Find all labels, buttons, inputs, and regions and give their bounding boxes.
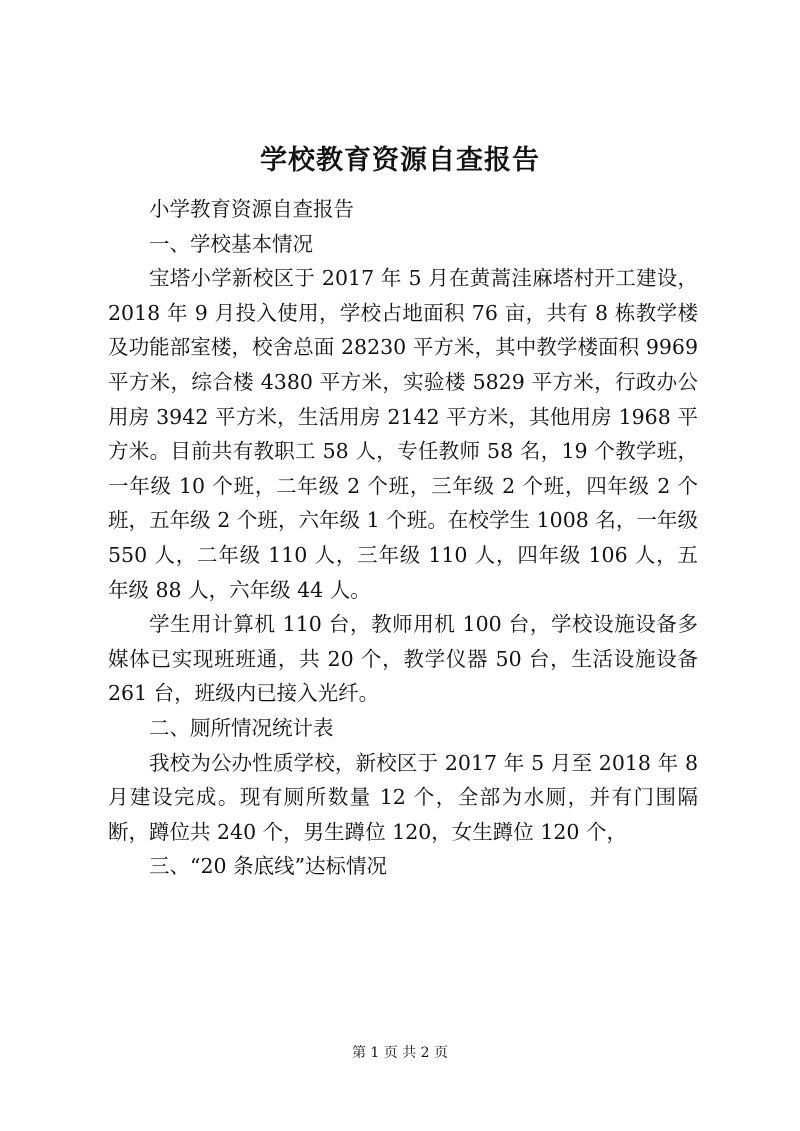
document-body [108, 192, 698, 884]
section-heading-basic-info: 一、学校基本情况 [149, 231, 313, 256]
subtitle-paragraph: 小学教育资源自查报告 [149, 197, 354, 221]
basic-info-paragraph: 宝塔小学新校区于 2017 年 5 月在黄蒿洼麻塔村开工建设，2018 年 9 月投入使用，学校占地面积 76 亩，共有 8 栋教学楼及功能部室楼，校舍总面 28230 平方米，其中教学楼面积 9969 平方米，综合楼 4380 平方米，实验楼 5829 平方米，行政办公用房 3942 平方米，生活用房 2142 平方米，其他用房 1968 平方米。目前共有教职工 58 人，专任教师 58 名，19 个教学班，一年级 10 个班，二年级 2 个班，三年级 2 个班，四年级 2 个班，五年级 2 个班，六年级 1 个班。在校学生 1008 名，一年级 550 人，二年级 110 人，三年级 110 人，四年级 106 人，五年级 88 人，六年级 44 人。 [108, 266, 698, 602]
section-heading-toilets: 二、厕所情况统计表 [149, 715, 334, 740]
section-heading-baselines: 三、“20 条底线”达标情况 [149, 854, 388, 879]
toilets-paragraph: 我校为公办性质学校，新校区于 2017 年 5 月至 2018 年 8 月建设完成。现有厕所数量 12 个，全部为水厕，并有门围隔断，蹲位共 240 个，男生蹲位 120，女生蹲位 120 个， [108, 750, 698, 844]
equipment-paragraph: 学生用计算机 110 台，教师用机 100 台，学校设施设备多媒体已实现班班通，共 20 个，教学仪器 50 台，生活设施设备 261 台，班级内已接入光纤。 [108, 612, 698, 706]
page-footer: 第 1 页 共 2 页 [351, 1045, 449, 1061]
document-title: 学校教育资源自查报告 [260, 145, 540, 176]
